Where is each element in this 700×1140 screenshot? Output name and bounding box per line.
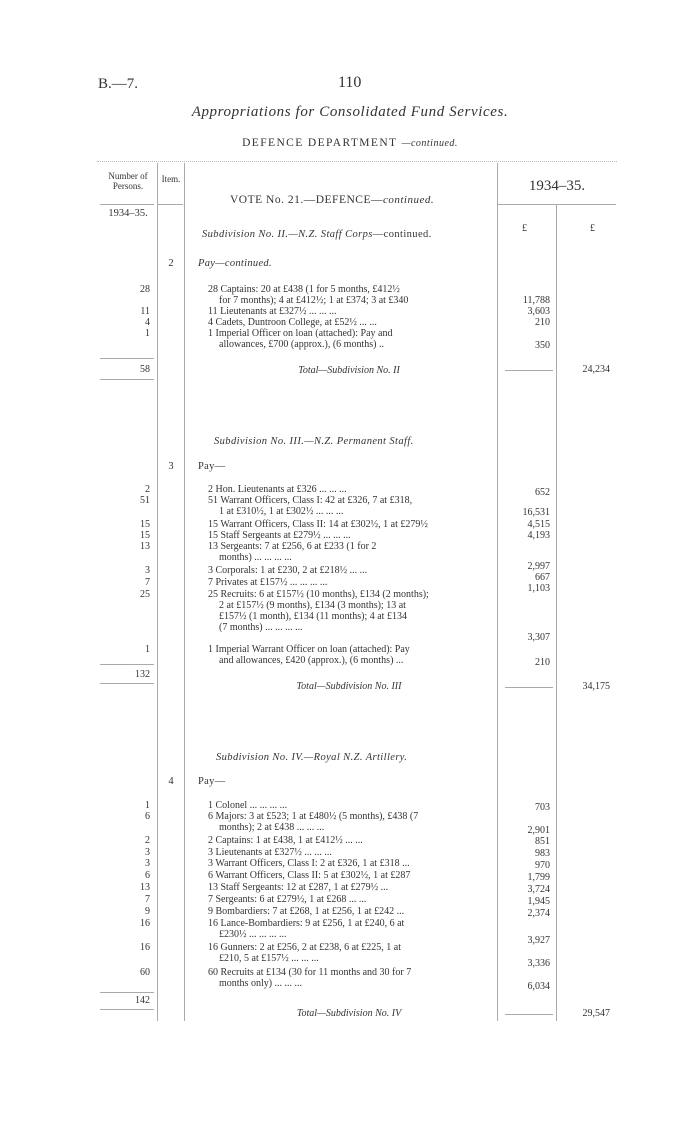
department-continued: —continued. xyxy=(401,138,458,149)
row-count: 16 xyxy=(140,942,150,953)
row-description-line: 7 Sergeants: 6 at £279½, 1 at £268 ... ... xyxy=(208,894,367,905)
row-amount: 3,603 xyxy=(527,306,550,317)
count-head-rule xyxy=(100,204,154,205)
count-total: 132 xyxy=(135,669,150,680)
row-description-line: for 7 months); 4 at £412½; 1 at £374; 3 at £340 xyxy=(219,295,409,306)
row-amount: 4,515 xyxy=(527,519,550,530)
row-description-line: (7 months) ... ... ... ... xyxy=(219,622,303,633)
item-number: 2 xyxy=(168,258,174,269)
row-amount: 3,307 xyxy=(527,632,550,643)
row-amount: 2,374 xyxy=(527,908,550,919)
count-total-underline xyxy=(100,379,154,380)
page-title: Appropriations for Consolidated Fund Services. xyxy=(191,104,509,120)
row-description-line: 2 at £157½ (9 months), £134 (3 months); 13 at xyxy=(219,600,406,611)
row-description-line: 16 Gunners: 2 at £256, 2 at £238, 6 at £225, 1 at xyxy=(208,942,402,953)
row-amount: 851 xyxy=(535,836,550,847)
row-count: 13 xyxy=(140,882,150,893)
row-amount: 1,945 xyxy=(527,896,550,907)
row-amount: 667 xyxy=(535,572,550,583)
row-description-line: 15 Staff Sergeants at £279½ ... ... ... xyxy=(208,530,351,541)
pay-heading: Pay— xyxy=(198,461,226,472)
total-label: Total—Subdivision No. III xyxy=(296,681,402,692)
column-rule-amount xyxy=(556,205,557,1021)
row-count: 51 xyxy=(140,495,150,506)
row-description-line: 7 Privates at £157½ ... ... ... ... xyxy=(208,577,328,588)
row-description-line: 1 Imperial Officer on loan (attached): Pay and xyxy=(208,328,393,339)
row-amount: 11,788 xyxy=(522,295,550,306)
row-description-line: 9 Bombardiers: 7 at £268, 1 at £256, 1 at £242 ... xyxy=(208,906,405,917)
subdivision-total: 34,175 xyxy=(582,681,610,692)
row-amount: 703 xyxy=(535,802,550,813)
row-description-line: 2 Captains: 1 at £438, 1 at £412½ ... ... xyxy=(208,835,363,846)
pound-sign-amount: £ xyxy=(522,223,527,234)
vote-heading xyxy=(230,194,434,206)
row-amount: 1,103 xyxy=(527,583,550,594)
row-count: 11 xyxy=(140,306,150,317)
row-amount: 1,799 xyxy=(527,872,550,883)
row-count: 4 xyxy=(145,317,150,328)
row-count: 7 xyxy=(145,577,150,588)
row-description-line: 1 at £310½, 1 at £302½ ... ... ... xyxy=(219,506,344,517)
total-rule xyxy=(505,370,553,371)
document-reference: B.—7. xyxy=(98,76,139,92)
row-count: 13 xyxy=(140,541,150,552)
subdivision-ii-heading xyxy=(202,229,432,240)
table-top-rule xyxy=(97,161,617,162)
row-amount: 210 xyxy=(535,657,550,668)
subdivision-iii-heading: Subdivision No. III.—N.Z. Permanent Staff. xyxy=(214,436,414,447)
row-count: 3 xyxy=(145,847,150,858)
row-count: 16 xyxy=(140,918,150,929)
vote-continued: continued. xyxy=(382,194,435,206)
total-label: Total—Subdivision No. IV xyxy=(296,1008,402,1019)
item-number: 3 xyxy=(168,461,174,472)
row-amount: 350 xyxy=(535,340,550,351)
row-count: 6 xyxy=(145,870,150,881)
row-description-line: months); 2 at £438 ... ... ... xyxy=(219,822,325,833)
row-count: 15 xyxy=(140,519,150,530)
row-description-line: 3 Warrant Officers, Class I: 2 at £326, 1 at £318 ... xyxy=(208,858,410,869)
subdivision-total: 24,234 xyxy=(582,364,610,375)
row-amount: 4,193 xyxy=(527,530,550,541)
department-heading xyxy=(0,137,700,149)
row-description-line: 3 Lieutenants at £327½ ... ... ... xyxy=(208,847,332,858)
pay-heading: Pay—continued. xyxy=(198,258,272,269)
row-description-line: 6 Warrant Officers, Class II: 5 at £302½, 1 at £287 xyxy=(208,870,411,881)
row-count: 28 xyxy=(140,284,150,295)
subdivision-ii-continued: —continued. xyxy=(372,229,432,240)
page-number: 110 xyxy=(338,74,362,91)
row-count: 2 xyxy=(145,835,150,846)
count-total: 142 xyxy=(135,995,150,1006)
subdivision-ii-title: Subdivision No. II.—N.Z. Staff Corps xyxy=(202,229,373,240)
row-count: 1 xyxy=(145,644,150,655)
row-description-line: 16 Lance-Bombardiers: 9 at £256, 1 at £240, 6 at xyxy=(208,918,405,929)
row-count: 2 xyxy=(145,484,150,495)
row-count: 1 xyxy=(145,800,150,811)
row-count: 7 xyxy=(145,894,150,905)
row-description-line: and allowances, £420 (approx.), (6 months) ... xyxy=(219,655,404,666)
subdivision-iv-heading: Subdivision No. IV.—Royal N.Z. Artillery. xyxy=(216,752,408,763)
row-description-line: 3 Corporals: 1 at £230, 2 at £218½ ... ... xyxy=(208,565,368,576)
column-rule-desc xyxy=(497,163,498,1021)
count-total-underline xyxy=(100,683,154,684)
row-amount: 3,336 xyxy=(527,958,550,969)
row-description-line: £157½ (1 month), £134 (11 months); 4 at £134 xyxy=(219,611,407,622)
row-description-line: £210, 5 at £157½ ... ... ... xyxy=(219,953,319,964)
row-description-line: months only) ... ... ... xyxy=(219,978,303,989)
total-rule xyxy=(505,1014,553,1015)
row-description-line: 13 Staff Sergeants: 12 at £287, 1 at £279½ ... xyxy=(208,882,389,893)
row-count: 3 xyxy=(145,858,150,869)
row-description-line: 1 Colonel ... ... ... ... xyxy=(208,800,288,811)
row-count: 60 xyxy=(140,967,150,978)
row-amount: 652 xyxy=(535,487,550,498)
year-header: 1934–35. xyxy=(528,178,586,194)
item-header: Item. xyxy=(161,174,181,184)
pay-heading: Pay— xyxy=(198,776,226,787)
pound-sign-total: £ xyxy=(590,223,595,234)
row-description-line: 1 Imperial Warrant Officer on loan (attached): Pay xyxy=(208,644,410,655)
column-rule-item xyxy=(184,163,185,1021)
count-total-rule xyxy=(100,358,154,359)
count-total-rule xyxy=(100,992,154,993)
department-name: DEFENCE DEPARTMENT xyxy=(242,137,398,149)
row-description-line: months) ... ... ... ... xyxy=(219,552,292,563)
row-description-line: 4 Cadets, Duntroon College, at £52½ ... ... xyxy=(208,317,377,328)
row-description-line: allowances, £700 (approx.), (6 months) .. xyxy=(219,339,384,350)
count-total-underline xyxy=(100,1009,154,1010)
row-count: 6 xyxy=(145,811,150,822)
row-amount: 970 xyxy=(535,860,550,871)
year-head-rule xyxy=(498,204,616,205)
count-total: 58 xyxy=(140,364,150,375)
row-description-line: 25 Recruits: 6 at £157½ (10 months), £134 (2 months); xyxy=(208,589,429,600)
row-description-line: 60 Recruits at £134 (30 for 11 months and 30 for 7 xyxy=(208,967,412,978)
subdivision-total: 29,547 xyxy=(582,1008,610,1019)
row-amount: 2,997 xyxy=(527,561,550,572)
row-description-line: 13 Sergeants: 7 at £256, 6 at £233 (1 for 2 xyxy=(208,541,377,552)
item-number: 4 xyxy=(168,776,174,787)
row-count: 15 xyxy=(140,530,150,541)
row-description-line: 28 Captains: 20 at £438 (1 for 5 months, £412½ xyxy=(208,284,400,295)
row-count: 25 xyxy=(140,589,150,600)
row-amount: 2,901 xyxy=(527,825,550,836)
row-count: 1 xyxy=(145,328,150,339)
row-amount: 983 xyxy=(535,848,550,859)
row-description-line: 51 Warrant Officers, Class I: 42 at £326, 7 at £318, xyxy=(208,495,413,506)
item-head-rule xyxy=(158,204,183,205)
count-total-rule xyxy=(100,664,154,665)
row-description-line: 15 Warrant Officers, Class II: 14 at £302½, 1 at £279½ xyxy=(208,519,428,530)
total-label: Total—Subdivision No. II xyxy=(298,365,400,376)
number-of-persons-header: Number of Persons. xyxy=(108,171,148,191)
row-amount: 6,034 xyxy=(527,981,550,992)
row-count: 3 xyxy=(145,565,150,576)
row-description-line: £230½ ... ... ... ... xyxy=(219,929,287,940)
row-amount: 16,531 xyxy=(522,507,550,518)
row-amount: 3,724 xyxy=(527,884,550,895)
total-rule xyxy=(505,687,553,688)
row-amount: 210 xyxy=(535,317,550,328)
row-amount: 3,927 xyxy=(527,935,550,946)
count-year-header: 1934–35. xyxy=(108,208,148,219)
row-description-line: 2 Hon. Lieutenants at £326 ... ... ... xyxy=(208,484,347,495)
column-rule-count xyxy=(157,163,158,1021)
row-description-line: 6 Majors: 3 at £523; 1 at £480½ (5 months), £438 (7 xyxy=(208,811,419,822)
row-count: 9 xyxy=(145,906,150,917)
row-description-line: 11 Lieutenants at £327½ ... ... ... xyxy=(208,306,337,317)
vote-label: VOTE No. 21.—DEFENCE— xyxy=(230,194,383,206)
